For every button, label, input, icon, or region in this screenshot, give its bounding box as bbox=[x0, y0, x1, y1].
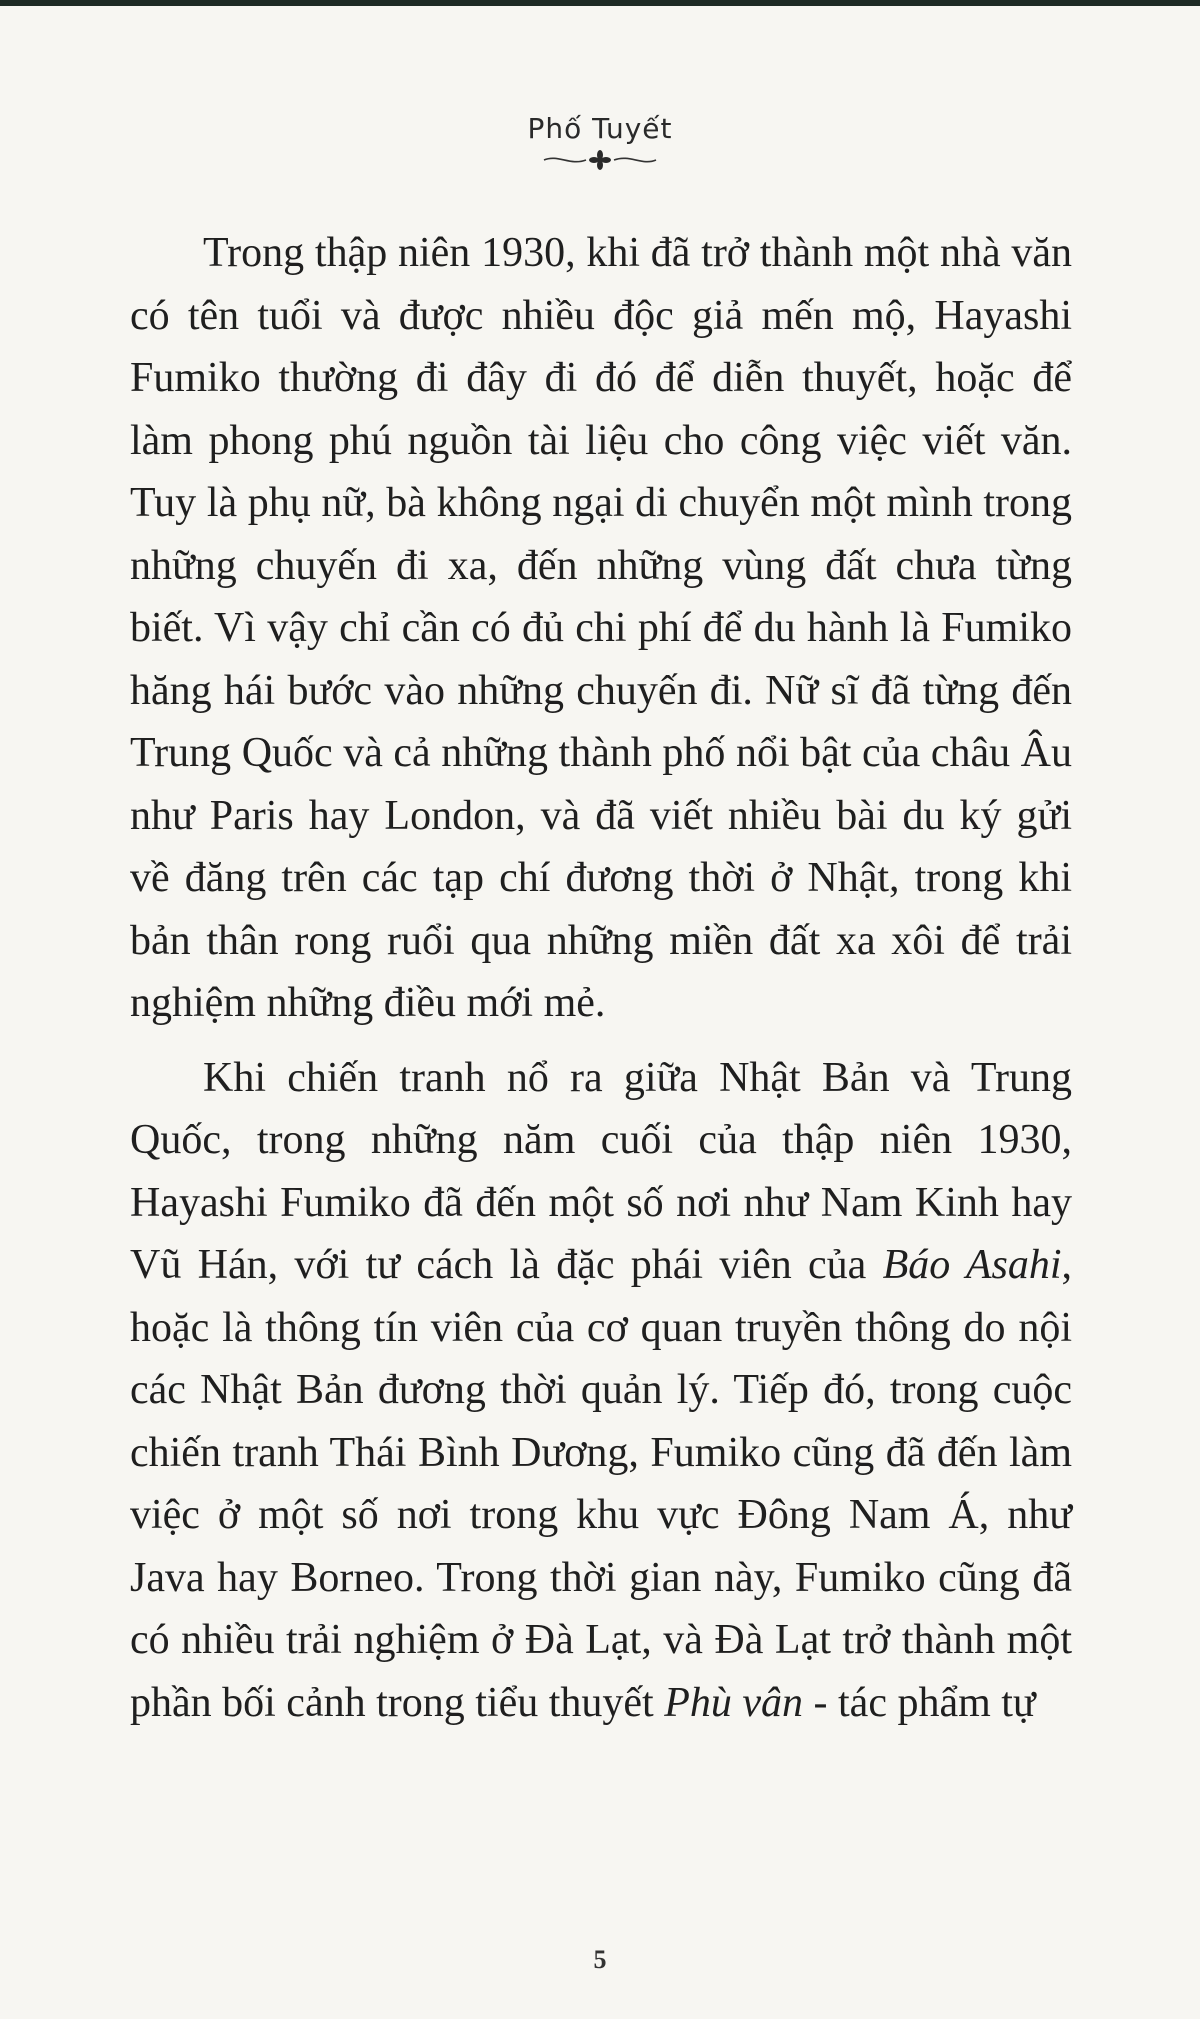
floral-divider-icon bbox=[540, 150, 660, 170]
paragraph-2-text-c: - tác phẩm tự bbox=[803, 1679, 1036, 1726]
paragraph-1: Trong thập niên 1930, khi đã trở thành một nhà văn có tên tuổi và được nhiều độc giả mến mộ, Hayashi Fumiko thường đi đây đi đó để diễn thuyết, hoặc để làm phong phú nguồn tài liệu cho công việc viết văn. Tuy là phụ nữ, bà không ngại di chuyển một mình trong những chuyến đi xa, đến những vùng đất chưa từng biết. Vì vậy chỉ cần có đủ chi phí để du hành là Fumiko hăng hái bước vào những chuyến đi. Nữ sĩ đã từng đến Trung Quốc và cả những thành phố nổi bật của châu Âu như Paris hay London, và đã viết nhiều bài du ký gửi về đăng trên các tạp chí đương thời ở Nhật, trong khi bản thân rong ruổi qua những miền đất xa xôi để trải nghiệm những điều mới mẻ. bbox=[130, 230, 1072, 1026]
italic-title-bao-asahi: Báo Asahi bbox=[882, 1242, 1062, 1288]
paragraph-2 bbox=[130, 1047, 1072, 1735]
body-text bbox=[130, 222, 1072, 1734]
running-header-title: Phố Tuyết bbox=[527, 112, 673, 145]
italic-title-phu-van: Phù vân bbox=[664, 1679, 804, 1726]
paragraph-2-text-b: , hoặc là thông tín viên của cơ quan truyền thông do nội các Nhật Bản đương thời quản lý. Tiếp đó, trong cuộc chiến tranh Thái Bình Dương, Fumiko cũng đã đến làm việc ở một số nơi trong khu vực Đông Nam Á, như Java hay Borneo. Trong thời gian này, Fumiko cũng đã có nhiều trải nghiệm ở Đà Lạt, và Đà Lạt trở thành một phần bối cảnh trong tiểu thuyết bbox=[130, 1242, 1072, 1726]
page-number: 5 bbox=[593, 1945, 607, 1974]
paragraph-2-text-a: Khi chiến tranh nổ ra giữa Nhật Bản và Trung Quốc, trong những năm cuối của thập niên 1930, Hayashi Fumiko đã đến một số nơi như Nam Kinh hay Vũ Hán, với tư cách là đặc phái viên của bbox=[130, 1054, 1072, 1288]
